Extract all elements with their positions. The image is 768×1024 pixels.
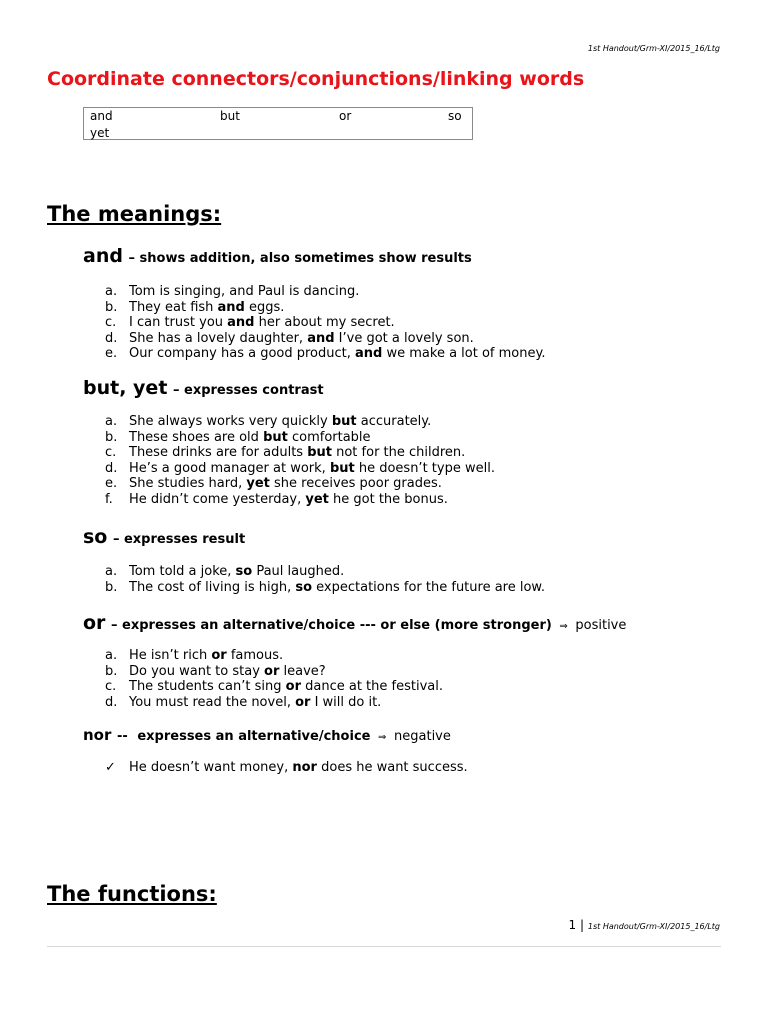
list-item: d. You must read the novel, or I will do it. — [105, 694, 382, 710]
page-footer — [569, 918, 720, 932]
heading-but-yet — [83, 377, 324, 399]
heading-nor-desc: expresses an alternative/choice — [137, 729, 371, 744]
heading-but-yet-desc: – expresses contrast — [172, 383, 324, 398]
connectors-box — [83, 107, 473, 140]
connector-and: and — [90, 109, 113, 123]
list-and — [105, 284, 545, 362]
heading-nor-sep: -- — [116, 729, 128, 744]
list-item: b. Do you want to stay or leave? — [105, 663, 326, 679]
heading-or — [83, 612, 626, 634]
double-arrow-icon: ⇒ — [559, 621, 568, 632]
heading-so-desc: – expresses result — [112, 532, 246, 547]
connector-yet: yet — [90, 126, 110, 140]
list-nor — [105, 760, 468, 776]
list-or — [105, 648, 443, 710]
footer-separator: | — [580, 918, 585, 932]
heading-and-word: and — [83, 245, 123, 267]
list-item: a. He isn’t rich or famous. — [105, 648, 284, 663]
page-number: 1 — [568, 918, 577, 932]
heading-so — [83, 526, 245, 548]
list-item: c. These drinks are for adults but not for the children. — [105, 445, 466, 461]
list-item: e. She studies hard, yet she receives poor grades. — [105, 476, 442, 492]
heading-nor-tag: negative — [394, 729, 451, 744]
list-item: ✓ He doesn’t want money, nor does he want success. — [105, 760, 468, 775]
meanings-title: The meanings: — [47, 202, 222, 226]
footer-reference: 1st Handout/Grm-XI/2015_16/Ltg — [587, 922, 720, 931]
list-item: c. The students can’t sing or dance at the festival. — [105, 679, 443, 695]
page-title: Coordinate connectors/conjunctions/linking words — [47, 68, 585, 90]
footer-divider — [47, 946, 721, 947]
list-but-yet — [105, 414, 495, 508]
list-item: e. Our company has a good product, and we make a lot of money. — [105, 346, 546, 362]
list-so — [105, 564, 545, 595]
list-item: d. She has a lovely daughter, and I’ve got a lovely son. — [105, 330, 474, 346]
list-item: c. I can trust you and her about my secret. — [105, 315, 395, 331]
header-reference: 1st Handout/Grm-XI/2015_16/Ltg — [587, 44, 720, 53]
heading-or-desc: – expresses an alternative/choice --- or else (more stronger) — [111, 618, 552, 633]
connector-but: but — [220, 109, 240, 123]
list-item: b. These shoes are old but comfortable — [105, 429, 371, 445]
heading-nor-word: nor — [83, 726, 112, 744]
heading-nor — [83, 725, 451, 744]
list-item: d. He’s a good manager at work, but he doesn’t type well. — [105, 460, 495, 476]
heading-so-word: so — [83, 526, 108, 548]
heading-or-tag: positive — [575, 618, 627, 633]
checkmark-icon: ✓ — [105, 760, 116, 775]
connector-so: so — [448, 109, 462, 123]
list-item: b. They eat fish and eggs. — [105, 299, 285, 315]
connector-or: or — [339, 109, 352, 123]
heading-and-desc: – shows addition, also sometimes show results — [128, 251, 472, 266]
heading-but-yet-word: but, yet — [83, 377, 168, 399]
heading-and — [83, 245, 472, 267]
list-item: a. Tom is singing, and Paul is dancing. — [105, 284, 360, 299]
double-arrow-icon: ⇒ — [378, 732, 387, 743]
list-item: b. The cost of living is high, so expectations for the future are low. — [105, 579, 546, 595]
heading-or-word: or — [83, 612, 106, 634]
list-item: a. She always works very quickly but accurately. — [105, 414, 432, 429]
functions-title: The functions: — [47, 882, 217, 906]
list-item: f. He didn’t come yesterday, yet he got the bonus. — [105, 491, 448, 507]
list-item: a. Tom told a joke, so Paul laughed. — [105, 564, 345, 579]
